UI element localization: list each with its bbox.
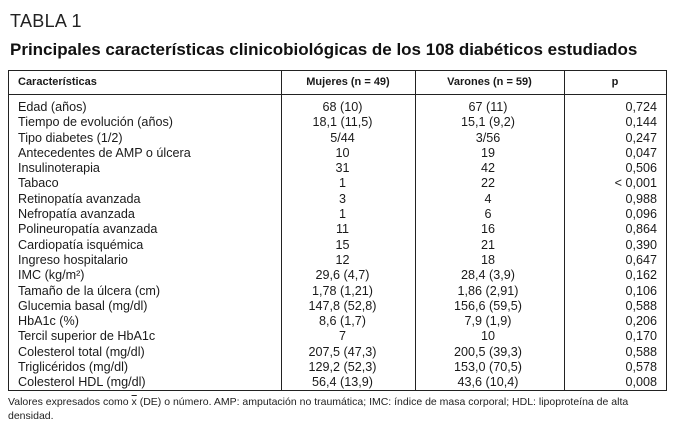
row-p-value: 0,506	[625, 161, 657, 176]
row-women-value: 29,6 (4,7)	[315, 268, 370, 283]
footnote-text: (DE) o número. AMP: amputación no traumática; IMC: índice de masa corporal; HDL: lipoproteína de alta densidad.	[8, 396, 629, 422]
header-men: Varones (n = 59)	[447, 76, 532, 88]
row-men-value: 67 (11)	[468, 100, 508, 114]
row-women-value: 1	[338, 207, 346, 222]
row-women-value: 129,2 (52,3)	[308, 360, 377, 375]
data-table	[8, 70, 667, 391]
row-p-value: 0,588	[625, 344, 657, 359]
row-p-value: 0,647	[625, 252, 657, 267]
row-men-value: 200,5 (39,3)	[454, 344, 522, 359]
row-p-value: 0,047	[625, 145, 657, 160]
table-row	[9, 161, 666, 176]
row-men-value: 7,9 (1,9)	[464, 314, 512, 329]
row-men-value: 3/56	[475, 130, 501, 145]
row-men-value: 4	[484, 191, 492, 206]
table-row	[9, 176, 666, 191]
table-row	[9, 100, 666, 115]
row-women-value: 1,78 (1,21)	[312, 283, 373, 298]
row-men-value: 6	[484, 207, 492, 222]
row-p-value: 0,206	[625, 314, 657, 329]
row-characteristic: Tabaco	[18, 176, 59, 191]
row-men-value: 10	[480, 329, 495, 344]
table-title: Principales características clinicobiológicas de los 108 diabéticos estudiados	[10, 40, 638, 59]
row-men-value: 16	[480, 222, 495, 237]
footnote-mean-symbol: $\overline{x}$	[131, 396, 137, 408]
row-characteristic: Tamaño de la úlcera (cm)	[18, 283, 161, 298]
row-characteristic: Polineuropatía avanzada	[18, 222, 158, 237]
header-women: Mujeres (n = 49)	[306, 76, 390, 88]
table-row	[9, 192, 666, 207]
row-men-value: 153,0 (70,5)	[454, 360, 522, 375]
table-row	[9, 284, 666, 299]
row-characteristic: Cardiopatía isquémica	[18, 237, 144, 252]
row-men-value: 21	[480, 237, 495, 252]
row-characteristic: Triglicéridos (mg/dl)	[18, 360, 129, 375]
row-women-value: 68 (10)	[322, 100, 363, 114]
row-p-value: 0,170	[625, 329, 657, 344]
table-row	[9, 314, 666, 329]
row-characteristic: Tipo diabetes (1/2)	[18, 130, 123, 145]
row-characteristic: Antecedentes de AMP o úlcera	[18, 145, 191, 160]
table-row	[9, 299, 666, 314]
row-men-value: 43,6 (10,4)	[457, 375, 519, 390]
row-characteristic: Glucemia basal (mg/dl)	[18, 298, 148, 313]
table-row	[9, 146, 666, 161]
row-men-value: 1,86 (2,91)	[457, 283, 519, 298]
row-women-value: 147,8 (52,8)	[308, 298, 377, 313]
row-men-value: 42	[480, 161, 495, 176]
row-characteristic: Ingreso hospitalario	[18, 252, 128, 267]
row-p-value: < 0,001	[614, 176, 657, 191]
table-row	[9, 222, 666, 237]
row-p-value: 0,724	[625, 100, 657, 114]
row-p-value: 0,106	[625, 283, 657, 298]
table-row	[9, 253, 666, 268]
row-women-value: 5/44	[330, 130, 355, 145]
row-women-value: 12	[335, 252, 350, 267]
row-characteristic: Insulinoterapia	[18, 161, 100, 176]
row-men-value: 18	[480, 252, 495, 267]
table-row	[9, 268, 666, 283]
row-men-value: 19	[480, 145, 495, 160]
row-characteristic: Edad (años)	[18, 100, 87, 114]
header-characteristics: Características	[18, 76, 97, 88]
row-women-value: 8,6 (1,7)	[319, 314, 366, 329]
footnote-prefix: Valores expresados como	[8, 396, 132, 408]
table-row	[9, 115, 666, 130]
row-p-value: 0,988	[625, 191, 657, 206]
row-men-value: 22	[480, 176, 495, 191]
row-p-value: 0,390	[625, 237, 657, 252]
row-characteristic: Colesterol HDL (mg/dl)	[18, 375, 146, 390]
row-characteristic: IMC (kg/m²)	[18, 268, 85, 283]
row-women-value: 56,4 (13,9)	[312, 375, 373, 390]
row-women-value: 31	[335, 161, 350, 176]
row-men-value: 28,4 (3,9)	[461, 268, 515, 283]
table-row	[9, 360, 666, 375]
row-p-value: 0,162	[625, 268, 657, 283]
row-characteristic: Tercil superior de HbA1c	[18, 329, 156, 344]
row-characteristic: HbA1c (%)	[18, 314, 79, 329]
row-men-value: 156,6 (59,5)	[454, 298, 522, 313]
table-row	[9, 131, 666, 146]
table-row	[9, 375, 666, 390]
row-women-value: 7	[338, 329, 346, 344]
row-women-value: 18,1 (11,5)	[312, 115, 373, 130]
row-characteristic: Tiempo de evolución (años)	[18, 115, 173, 130]
row-characteristic: Nefropatía avanzada	[18, 207, 135, 222]
footnote	[8, 395, 670, 423]
header-divider	[9, 94, 666, 95]
header-p: p	[611, 76, 619, 88]
table-label: TABLA 1	[10, 11, 82, 31]
table-row	[9, 207, 666, 222]
table-row	[9, 345, 666, 360]
row-p-value: 0,144	[625, 115, 657, 130]
row-characteristic: Colesterol total (mg/dl)	[18, 344, 145, 359]
row-women-value: 10	[335, 145, 350, 160]
row-women-value: 207,5 (47,3)	[308, 344, 377, 359]
row-p-value: 0,864	[625, 222, 657, 237]
table-row	[9, 329, 666, 344]
row-women-value: 15	[335, 237, 350, 252]
row-p-value: 0,588	[625, 298, 657, 313]
row-men-value: 15,1 (9,2)	[461, 115, 515, 130]
row-characteristic: Retinopatía avanzada	[18, 191, 141, 206]
row-p-value: 0,008	[625, 375, 657, 390]
table-body	[9, 100, 666, 391]
row-women-value: 1	[338, 176, 346, 191]
row-p-value: 0,578	[625, 360, 657, 375]
row-p-value: 0,247	[625, 130, 657, 145]
row-p-value: 0,096	[625, 207, 657, 222]
row-women-value: 3	[338, 191, 346, 206]
row-women-value: 11	[335, 222, 350, 237]
table-row	[9, 238, 666, 253]
